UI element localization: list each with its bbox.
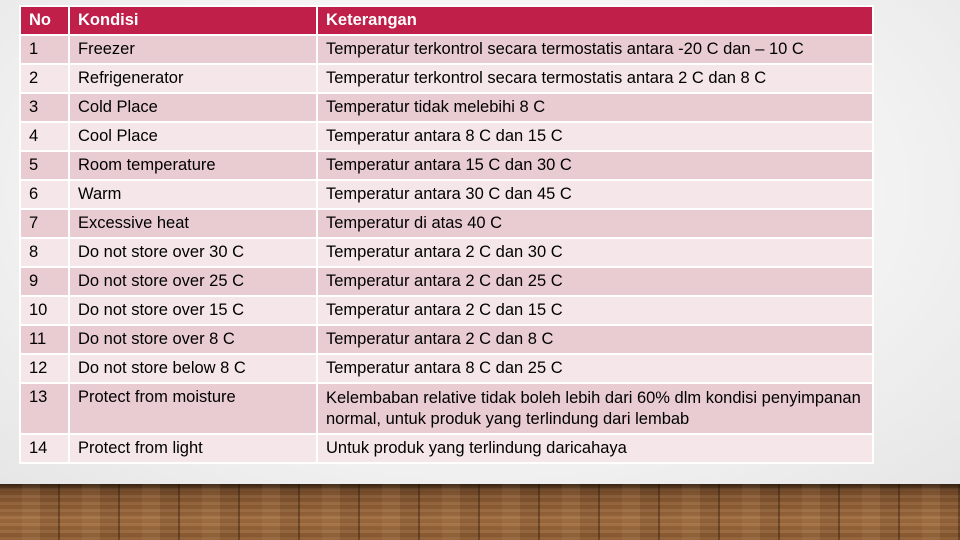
wood-floor-decoration xyxy=(0,484,960,540)
cell-keterangan: Untuk produk yang terlindung daricahaya xyxy=(317,434,873,463)
table-row xyxy=(20,93,873,122)
cell-no: 5 xyxy=(20,151,69,180)
cell-keterangan: Temperatur di atas 40 C xyxy=(317,209,873,238)
cell-kondisi: Cold Place xyxy=(69,93,317,122)
table-row xyxy=(20,325,873,354)
table-row xyxy=(20,209,873,238)
table-row xyxy=(20,180,873,209)
cell-keterangan: Temperatur antara 2 C dan 25 C xyxy=(317,267,873,296)
cell-no: 1 xyxy=(20,35,69,64)
cell-no: 7 xyxy=(20,209,69,238)
cell-keterangan: Temperatur antara 8 C dan 25 C xyxy=(317,354,873,383)
cell-keterangan: Temperatur tidak melebihi 8 C xyxy=(317,93,873,122)
cell-no: 3 xyxy=(20,93,69,122)
cell-keterangan: Temperatur antara 8 C dan 15 C xyxy=(317,122,873,151)
table-row xyxy=(20,434,873,463)
cell-keterangan: Temperatur terkontrol secara termostatis antara 2 C dan 8 C xyxy=(317,64,873,93)
table-row xyxy=(20,267,873,296)
cell-kondisi: Refrigenerator xyxy=(69,64,317,93)
cell-kondisi: Protect from light xyxy=(69,434,317,463)
cell-no: 9 xyxy=(20,267,69,296)
cell-kondisi: Do not store over 15 C xyxy=(69,296,317,325)
header-keterangan: Keterangan xyxy=(317,6,873,35)
cell-kondisi: Warm xyxy=(69,180,317,209)
table-row xyxy=(20,151,873,180)
cell-keterangan: Temperatur antara 2 C dan 8 C xyxy=(317,325,873,354)
cell-keterangan: Temperatur antara 15 C dan 30 C xyxy=(317,151,873,180)
table-row xyxy=(20,64,873,93)
cell-no: 8 xyxy=(20,238,69,267)
cell-kondisi: Do not store below 8 C xyxy=(69,354,317,383)
cell-no: 2 xyxy=(20,64,69,93)
cell-kondisi: Do not store over 25 C xyxy=(69,267,317,296)
cell-kondisi: Do not store over 8 C xyxy=(69,325,317,354)
cell-keterangan: Temperatur antara 30 C dan 45 C xyxy=(317,180,873,209)
cell-keterangan: Kelembaban relative tidak boleh lebih dari 60% dlm kondisi penyimpanan normal, untuk produk yang terlindung dari lembab xyxy=(317,383,873,434)
table-row xyxy=(20,296,873,325)
cell-keterangan: Temperatur terkontrol secara termostatis antara -20 C dan – 10 C xyxy=(317,35,873,64)
table-row xyxy=(20,383,873,434)
table-row xyxy=(20,35,873,64)
cell-kondisi: Protect from moisture xyxy=(69,383,317,434)
cell-keterangan: Temperatur antara 2 C dan 30 C xyxy=(317,238,873,267)
cell-kondisi: Do not store over 30 C xyxy=(69,238,317,267)
cell-no: 13 xyxy=(20,383,69,434)
cell-no: 10 xyxy=(20,296,69,325)
cell-no: 12 xyxy=(20,354,69,383)
header-kondisi: Kondisi xyxy=(69,6,317,35)
cell-kondisi: Room temperature xyxy=(69,151,317,180)
cell-kondisi: Cool Place xyxy=(69,122,317,151)
header-no: No xyxy=(20,6,69,35)
table-row xyxy=(20,122,873,151)
cell-no: 6 xyxy=(20,180,69,209)
cell-no: 4 xyxy=(20,122,69,151)
cell-keterangan: Temperatur antara 2 C dan 15 C xyxy=(317,296,873,325)
cell-kondisi: Excessive heat xyxy=(69,209,317,238)
cell-no: 14 xyxy=(20,434,69,463)
storage-conditions-table xyxy=(19,5,874,464)
table-row xyxy=(20,238,873,267)
table-row xyxy=(20,354,873,383)
cell-no: 11 xyxy=(20,325,69,354)
cell-kondisi: Freezer xyxy=(69,35,317,64)
table-header-row xyxy=(20,6,873,35)
